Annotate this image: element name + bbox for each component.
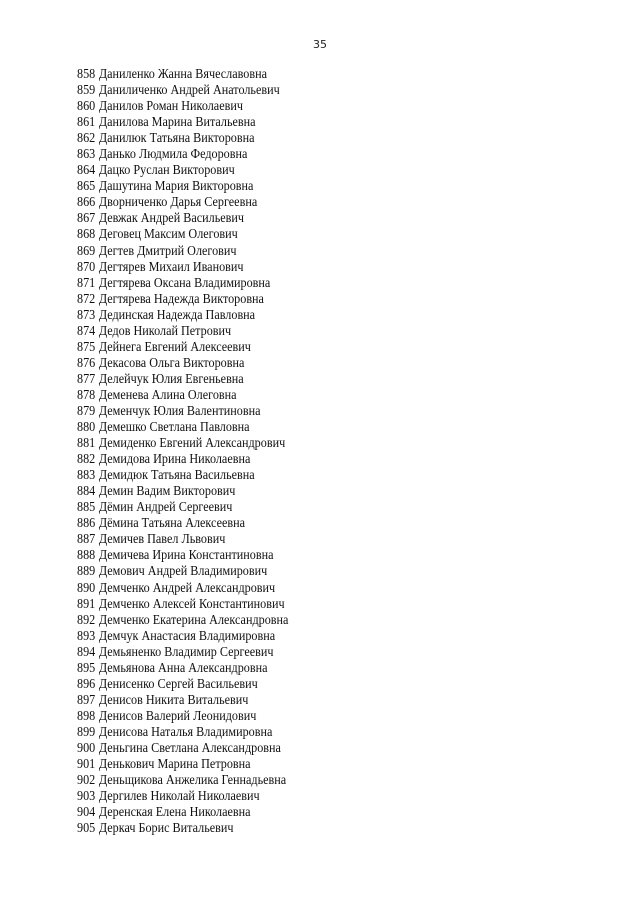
entry-number: 899 xyxy=(77,723,96,739)
entry-full-name: Дединская Надежда Павловна xyxy=(98,306,256,322)
entry-number: 870 xyxy=(77,258,96,274)
entry-full-name: Дацко Руслан Викторович xyxy=(98,162,235,178)
entry-full-name: Денисов Никита Витальевич xyxy=(98,691,249,707)
entry-number: 859 xyxy=(77,82,96,98)
entry-number: 872 xyxy=(77,290,96,306)
list-item xyxy=(77,772,288,788)
entry-full-name: Дегтярева Оксана Владимировна xyxy=(98,274,271,290)
list-item xyxy=(77,756,288,772)
entry-number: 898 xyxy=(77,707,96,723)
entry-number: 900 xyxy=(77,739,96,755)
entry-number: 896 xyxy=(77,675,96,691)
list-item xyxy=(77,451,288,467)
entry-full-name: Деменчук Юлия Валентиновна xyxy=(98,402,261,418)
entry-number: 861 xyxy=(77,114,96,130)
entry-full-name: Декасова Ольга Викторовна xyxy=(98,354,245,370)
entry-full-name: Демьяненко Владимир Сергеевич xyxy=(98,643,274,659)
entry-number: 875 xyxy=(77,338,96,354)
entry-full-name: Денисова Наталья Владимировна xyxy=(98,723,273,739)
entry-number: 876 xyxy=(77,354,96,370)
list-item xyxy=(77,210,288,226)
list-item xyxy=(77,628,288,644)
entry-number: 873 xyxy=(77,306,96,322)
list-item xyxy=(77,499,288,515)
entry-number: 905 xyxy=(77,820,96,836)
entry-full-name: Дегтярев Михаил Иванович xyxy=(98,258,244,274)
entry-number: 878 xyxy=(77,386,96,402)
entry-number: 892 xyxy=(77,611,96,627)
name-list xyxy=(77,66,288,836)
list-item xyxy=(77,371,288,387)
list-item xyxy=(77,547,288,563)
entry-number: 895 xyxy=(77,659,96,675)
entry-full-name: Демченко Алексей Константинович xyxy=(98,595,285,611)
entry-full-name: Демович Андрей Владимирович xyxy=(98,563,268,579)
list-item xyxy=(77,162,288,178)
entry-full-name: Данилова Марина Витальевна xyxy=(98,114,256,130)
entry-number: 893 xyxy=(77,627,96,643)
entry-number: 874 xyxy=(77,322,96,338)
list-item xyxy=(77,114,288,130)
list-item xyxy=(77,82,288,98)
list-item xyxy=(77,612,288,628)
list-item xyxy=(77,804,288,820)
entry-full-name: Деньщикова Анжелика Геннадьевна xyxy=(98,772,287,788)
list-item xyxy=(77,708,288,724)
list-item xyxy=(77,275,288,291)
list-item xyxy=(77,788,288,804)
entry-full-name: Деменева Алина Олеговна xyxy=(98,386,237,402)
entry-number: 860 xyxy=(77,98,96,114)
list-item xyxy=(77,259,288,275)
entry-number: 881 xyxy=(77,435,96,451)
entry-full-name: Демченко Андрей Александрович xyxy=(98,579,276,595)
entry-full-name: Демченко Екатерина Александровна xyxy=(98,611,289,627)
entry-full-name: Денисов Валерий Леонидович xyxy=(98,707,257,723)
entry-number: 867 xyxy=(77,210,96,226)
list-item xyxy=(77,178,288,194)
entry-full-name: Деньгина Светлана Александровна xyxy=(98,739,281,755)
list-item xyxy=(77,323,288,339)
entry-full-name: Дейнега Евгений Алексеевич xyxy=(98,338,251,354)
list-item xyxy=(77,243,288,259)
entry-full-name: Деркач Борис Витальевич xyxy=(98,820,234,836)
entry-number: 894 xyxy=(77,643,96,659)
entry-number: 901 xyxy=(77,756,96,772)
entry-number: 864 xyxy=(77,162,96,178)
entry-number: 890 xyxy=(77,579,96,595)
list-item xyxy=(77,130,288,146)
list-item xyxy=(77,515,288,531)
list-item xyxy=(77,307,288,323)
entry-full-name: Денисенко Сергей Васильевич xyxy=(98,675,258,691)
list-item xyxy=(77,339,288,355)
entry-full-name: Дворниченко Дарья Сергеевна xyxy=(98,194,258,210)
entry-full-name: Демьянова Анна Александровна xyxy=(98,659,268,675)
entry-number: 866 xyxy=(77,194,96,210)
entry-full-name: Демин Вадим Викторович xyxy=(98,483,236,499)
entry-full-name: Деренская Елена Николаевна xyxy=(98,804,251,820)
entry-full-name: Деговец Максим Олегович xyxy=(98,226,238,242)
entry-number: 877 xyxy=(77,370,96,386)
entry-full-name: Демиденко Евгений Александрович xyxy=(98,435,286,451)
list-item xyxy=(77,435,288,451)
entry-number: 884 xyxy=(77,483,96,499)
entry-number: 858 xyxy=(77,66,96,81)
entry-full-name: Данилов Роман Николаевич xyxy=(98,98,243,114)
entry-full-name: Дёмин Андрей Сергеевич xyxy=(98,499,233,515)
list-item xyxy=(77,226,288,242)
entry-full-name: Дергилев Николай Николаевич xyxy=(98,788,260,804)
entry-number: 871 xyxy=(77,274,96,290)
entry-number: 869 xyxy=(77,242,96,258)
list-item xyxy=(77,724,288,740)
entry-number: 863 xyxy=(77,146,96,162)
entry-full-name: Дашутина Мария Викторовна xyxy=(98,178,254,194)
list-item xyxy=(77,563,288,579)
list-item xyxy=(77,660,288,676)
entry-number: 879 xyxy=(77,402,96,418)
entry-full-name: Демешко Светлана Павловна xyxy=(98,419,250,435)
list-item xyxy=(77,580,288,596)
entry-number: 880 xyxy=(77,419,96,435)
entry-number: 904 xyxy=(77,804,96,820)
list-item xyxy=(77,66,288,82)
entry-number: 887 xyxy=(77,531,96,547)
entry-number: 902 xyxy=(77,772,96,788)
entry-full-name: Дегтярева Надежда Викторовна xyxy=(98,290,264,306)
list-item xyxy=(77,740,288,756)
page-number: 35 xyxy=(313,38,327,51)
entry-number: 882 xyxy=(77,451,96,467)
entry-number: 886 xyxy=(77,515,96,531)
entry-number: 903 xyxy=(77,788,96,804)
entry-full-name: Даниличенко Андрей Анатольевич xyxy=(98,82,280,98)
list-item xyxy=(77,387,288,403)
entry-full-name: Данько Людмила Федоровна xyxy=(98,146,248,162)
list-item xyxy=(77,676,288,692)
entry-number: 888 xyxy=(77,547,96,563)
entry-full-name: Демичев Павел Львович xyxy=(98,531,226,547)
list-item xyxy=(77,355,288,371)
list-item xyxy=(77,531,288,547)
entry-full-name: Демчук Анастасия Владимировна xyxy=(98,627,276,643)
entry-number: 885 xyxy=(77,499,96,515)
entry-full-name: Демичева Ирина Константиновна xyxy=(98,547,274,563)
entry-full-name: Дедов Николай Петрович xyxy=(98,322,232,338)
entry-number: 891 xyxy=(77,595,96,611)
entry-number: 883 xyxy=(77,467,96,483)
list-item xyxy=(77,146,288,162)
entry-full-name: Дегтев Дмитрий Олегович xyxy=(98,242,237,258)
entry-full-name: Даниленко Жанна Вячеславовна xyxy=(98,66,267,81)
entry-full-name: Делейчук Юлия Евгеньевна xyxy=(98,370,244,386)
entry-number: 897 xyxy=(77,691,96,707)
entry-full-name: Демидюк Татьяна Васильевна xyxy=(98,467,255,483)
entry-full-name: Девжак Андрей Васильевич xyxy=(98,210,244,226)
list-item xyxy=(77,820,288,836)
list-item xyxy=(77,98,288,114)
entry-full-name: Демидова Ирина Николаевна xyxy=(98,451,251,467)
list-item xyxy=(77,596,288,612)
entry-full-name: Денькович Марина Петровна xyxy=(98,756,251,772)
list-item xyxy=(77,291,288,307)
entry-full-name: Данилюк Татьяна Викторовна xyxy=(98,130,255,146)
entry-full-name: Дёмина Татьяна Алексеевна xyxy=(98,515,245,531)
entry-number: 865 xyxy=(77,178,96,194)
list-item xyxy=(77,644,288,660)
entry-number: 889 xyxy=(77,563,96,579)
list-item xyxy=(77,403,288,419)
list-item xyxy=(77,467,288,483)
entry-number: 862 xyxy=(77,130,96,146)
list-item xyxy=(77,692,288,708)
entry-number: 868 xyxy=(77,226,96,242)
list-item xyxy=(77,419,288,435)
list-item xyxy=(77,194,288,210)
list-item xyxy=(77,483,288,499)
